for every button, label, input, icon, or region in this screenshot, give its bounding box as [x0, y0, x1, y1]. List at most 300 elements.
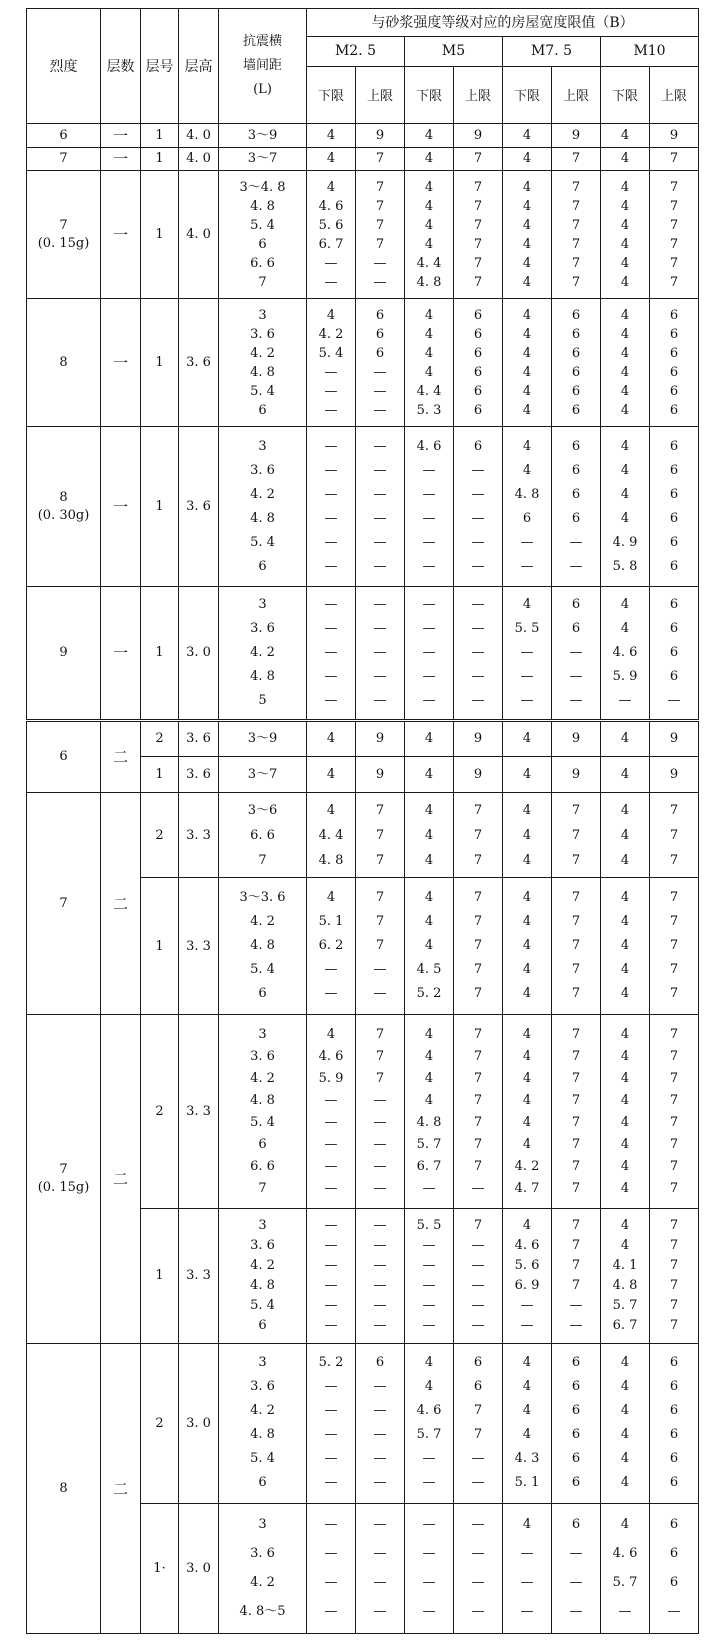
width-m5-upper-cell-line: 6 — [473, 1379, 483, 1395]
width-m5-upper-cell-line: 7 — [473, 255, 483, 271]
width-m7-5-upper-cell-line: — — [569, 668, 583, 684]
width-m2-5-lower-cell-line: — — [324, 692, 338, 708]
width-m5-upper-cell-line: 6 — [473, 383, 483, 399]
width-m2-5-upper-cell — [356, 1343, 405, 1503]
width-m7-5-upper-cell — [552, 756, 601, 792]
width-m5-lower-cell-line: — — [422, 510, 436, 526]
table-row — [27, 720, 699, 756]
width-m10-upper-cell — [650, 720, 699, 756]
width-m5-lower-cell-line: 4 — [424, 731, 434, 747]
storeys-cell: 二 — [101, 793, 141, 1015]
width-m7-5-lower-cell-line: 4 — [522, 307, 532, 323]
width-m7-5-upper-cell-line: 6 — [571, 486, 581, 502]
width-m7-5-upper-cell — [552, 1343, 601, 1503]
wall-spacing-cell-line: 4. 8 — [250, 364, 275, 380]
width-m10-lower-cell — [601, 720, 650, 756]
width-m2-5-lower-cell — [307, 427, 356, 587]
width-m5-lower-cell — [405, 171, 454, 299]
width-m10-lower-cell — [601, 299, 650, 427]
width-m10-upper-cell-line: 7 — [669, 1092, 679, 1108]
wall-spacing-cell-line: 3～7 — [247, 767, 278, 782]
width-m10-upper-cell-line: 6 — [669, 558, 679, 574]
width-m2-5-upper-cell-line: — — [373, 1427, 387, 1443]
width-m5-lower-cell-line: 4 — [424, 1070, 434, 1086]
width-m2-5-lower-cell-line: — — [324, 1114, 338, 1130]
wall-spacing-cell-line: 4. 2 — [250, 345, 275, 361]
width-m10-upper-cell-line: 9 — [669, 127, 679, 143]
width-m10-lower-cell-line: 6. 7 — [612, 1317, 638, 1333]
width-m7-5-upper-cell-line: — — [569, 644, 583, 660]
width-m10-upper-cell-line: 6 — [669, 364, 679, 380]
width-m7-5-upper-cell — [552, 124, 601, 147]
width-m5-upper-cell — [454, 1343, 503, 1503]
width-m7-5-upper-cell — [552, 299, 601, 427]
width-m7-5-lower-cell-line: 4 — [522, 1379, 532, 1395]
width-m10-upper-cell-line: 6 — [669, 668, 679, 684]
floor-height-cell: 4. 0 — [179, 171, 219, 299]
header-grade-m5: M5 — [405, 36, 503, 66]
wall-spacing-cell-line: 5. 4 — [250, 962, 275, 978]
width-m10-lower-cell-line: 4 — [620, 1403, 630, 1419]
width-m5-upper-cell — [454, 1209, 503, 1343]
width-m10-upper-cell — [650, 299, 699, 427]
width-m2-5-upper-cell-line: 7 — [375, 236, 385, 252]
width-m5-upper-cell-line: — — [471, 462, 485, 478]
width-m5-lower-cell-line: — — [422, 1546, 436, 1562]
width-m10-upper-cell — [650, 171, 699, 299]
width-m5-lower-cell-line: 4. 4 — [416, 383, 442, 399]
width-m7-5-lower-cell-line: — — [520, 534, 534, 550]
width-m2-5-lower-cell-line: — — [324, 1546, 338, 1562]
width-m10-upper-cell-line: 7 — [669, 890, 679, 906]
width-m5-upper-cell — [454, 147, 503, 170]
width-m7-5-lower-cell-line: 4. 7 — [514, 1180, 540, 1196]
wall-spacing-cell-line: 3～6 — [247, 802, 278, 818]
width-m2-5-lower-cell-line: 4. 8 — [318, 852, 344, 868]
width-m10-upper-cell-line: 6 — [669, 1379, 679, 1395]
wall-spacing-cell-line: 4. 8 — [250, 198, 275, 214]
width-m10-lower-cell-line: 4 — [620, 1355, 630, 1371]
width-m5-upper-cell-line: 7 — [473, 962, 483, 978]
width-m5-lower-cell-line: 4 — [424, 236, 434, 252]
width-m7-5-upper-cell-line: 9 — [571, 767, 581, 782]
width-m2-5-lower-cell-line: 4 — [326, 1026, 336, 1042]
width-m10-lower-cell-line: 4 — [620, 438, 630, 454]
width-m5-lower-cell-line: 4. 4 — [416, 255, 442, 271]
width-m10-lower-cell-line: 4 — [620, 1026, 630, 1042]
width-m2-5-upper-cell-line: 7 — [375, 914, 385, 930]
width-m5-lower-cell-line: 4 — [424, 151, 434, 167]
wall-spacing-cell-line: 6. 6 — [250, 1158, 275, 1174]
wall-spacing-cell-line: 6 — [258, 236, 267, 252]
wall-spacing-cell-line: 3 — [258, 1355, 267, 1371]
width-m2-5-lower-cell-line: — — [324, 1575, 338, 1591]
width-m5-upper-cell-line: 7 — [473, 1427, 483, 1443]
width-m2-5-upper-cell-line: 6 — [375, 1355, 385, 1371]
width-m2-5-lower-cell-line: 5. 9 — [318, 1070, 344, 1086]
width-m7-5-lower-cell — [503, 124, 552, 147]
width-m10-upper-cell-line: 7 — [669, 938, 679, 954]
width-m2-5-upper-cell-line: 7 — [375, 938, 385, 954]
width-m5-upper-cell — [454, 587, 503, 720]
width-m5-lower-cell-line: 4 — [424, 914, 434, 930]
width-m2-5-lower-cell-line: — — [324, 668, 338, 684]
width-m7-5-upper-cell-line: 7 — [571, 1277, 581, 1293]
width-m2-5-upper-cell-line: — — [373, 1317, 387, 1333]
width-m2-5-upper-cell-line: — — [373, 274, 387, 290]
width-m10-lower-cell-line: 4 — [620, 402, 630, 418]
width-m10-upper-cell-line: 7 — [669, 1136, 679, 1152]
width-m2-5-lower-cell-line: 4. 2 — [318, 326, 344, 342]
wall-spacing-cell-line: 6 — [258, 1317, 267, 1333]
width-m7-5-lower-cell-line: 4 — [522, 217, 532, 233]
intensity-cell: 6 — [27, 720, 101, 793]
wall-spacing-cell — [219, 147, 307, 170]
width-m10-lower-cell — [601, 793, 650, 878]
wall-spacing-cell-line: 4. 2 — [250, 914, 275, 930]
width-m5-lower-cell-line: 5. 7 — [416, 1136, 442, 1152]
width-m2-5-upper-cell — [356, 147, 405, 170]
width-m10-lower-cell-line: 4 — [620, 962, 630, 978]
width-m7-5-lower-cell-line: 4 — [522, 914, 532, 930]
width-m7-5-lower-cell-line: 4 — [522, 274, 532, 290]
width-m2-5-upper-cell — [356, 124, 405, 147]
floor-no-cell: 2 — [141, 720, 179, 756]
width-m7-5-upper-cell-line: 7 — [571, 938, 581, 954]
width-m5-lower-cell — [405, 427, 454, 587]
intensity-cell: 7 — [27, 147, 101, 170]
width-m5-lower-cell-line: 4 — [424, 217, 434, 233]
width-m2-5-lower-cell-line: — — [324, 1136, 338, 1152]
width-m7-5-lower-cell-line: 4. 2 — [514, 1158, 540, 1174]
width-m2-5-upper-cell-line: — — [373, 1517, 387, 1533]
width-m7-5-upper-cell-line: 6 — [571, 1403, 581, 1419]
width-m7-5-upper-cell-line: 7 — [571, 1257, 581, 1273]
width-m5-upper-cell-line: — — [471, 558, 485, 574]
wall-spacing-cell — [219, 427, 307, 587]
floor-height-cell: 3. 3 — [179, 878, 219, 1015]
width-m10-lower-cell-line: 4 — [620, 1427, 630, 1443]
width-m2-5-upper-cell-line: — — [373, 644, 387, 660]
width-m7-5-upper-cell-line: 6 — [571, 307, 581, 323]
width-m7-5-lower-cell — [503, 756, 552, 792]
width-m10-upper-cell-line: 7 — [669, 151, 679, 167]
floor-no-cell: 1 — [141, 427, 179, 587]
width-m10-upper-cell-line: 6 — [669, 510, 679, 526]
width-m5-lower-cell-line: 4 — [424, 307, 434, 323]
width-m2-5-upper-cell-line: — — [373, 1237, 387, 1253]
width-m5-lower-cell — [405, 793, 454, 878]
width-m10-lower-cell — [601, 1343, 650, 1503]
width-m10-upper-cell-line: 6 — [669, 534, 679, 550]
wall-spacing-cell-line: 3 — [258, 438, 267, 454]
width-m10-upper-cell-line: 7 — [669, 1070, 679, 1086]
width-m5-lower-cell-line: — — [422, 1451, 436, 1467]
width-m10-lower-cell-line: 4 — [620, 383, 630, 399]
width-m5-upper-cell-line: 7 — [473, 217, 483, 233]
width-m5-lower-cell-line: — — [422, 1277, 436, 1293]
width-m7-5-upper-cell — [552, 1503, 601, 1633]
width-m2-5-upper-cell-line: 7 — [375, 198, 385, 214]
width-m5-lower-cell-line: 5. 2 — [416, 986, 442, 1002]
floor-no-cell: 1 — [141, 1209, 179, 1343]
width-m5-upper-cell-line: 7 — [473, 1136, 483, 1152]
width-m10-upper-cell — [650, 427, 699, 587]
width-m2-5-upper-cell-line: 9 — [375, 767, 385, 782]
width-m2-5-lower-cell-line: 6. 7 — [318, 236, 344, 252]
width-m5-upper-cell-line: 9 — [473, 731, 483, 747]
width-m10-lower-cell — [601, 1503, 650, 1633]
width-m10-upper-cell — [650, 587, 699, 720]
wall-spacing-cell-line: 5. 4 — [250, 383, 275, 399]
width-m5-lower-cell-line: 4 — [424, 326, 434, 342]
width-m5-lower-cell-line: — — [422, 1237, 436, 1253]
width-m5-upper-cell-line: 6 — [473, 402, 483, 418]
width-m2-5-upper-cell — [356, 878, 405, 1015]
wall-spacing-cell-line: 6 — [258, 986, 267, 1002]
width-m10-lower-cell-line: 4 — [620, 1517, 630, 1533]
wall-spacing-cell-line: 3～9 — [247, 731, 278, 747]
width-m7-5-upper-cell-line: 7 — [571, 914, 581, 930]
width-m5-upper-cell-line: 7 — [473, 274, 483, 290]
width-m10-upper-cell-line: 7 — [669, 1048, 679, 1064]
width-m7-5-lower-cell-line: 4 — [522, 1403, 532, 1419]
width-m7-5-upper-cell-line: 7 — [571, 179, 581, 195]
width-m5-upper-cell-line: 6 — [473, 1355, 483, 1371]
width-m10-lower-cell-line: 5. 7 — [612, 1297, 638, 1313]
floor-no-cell: 2 — [141, 793, 179, 878]
width-m5-lower-cell-line: — — [422, 1317, 436, 1333]
width-m7-5-upper-cell-line: 7 — [571, 852, 581, 868]
width-m10-lower-cell-line: 4 — [620, 510, 630, 526]
width-m10-lower-cell-line: 5. 7 — [612, 1575, 638, 1591]
width-m5-upper-cell — [454, 720, 503, 756]
wall-spacing-cell — [219, 299, 307, 427]
table-row — [27, 1015, 699, 1209]
storeys-cell: 一 — [101, 171, 141, 299]
intensity-cell: 8 — [27, 1343, 101, 1633]
width-m7-5-upper-cell — [552, 1209, 601, 1343]
width-m5-lower-cell-line: 5. 7 — [416, 1427, 442, 1443]
width-m7-5-upper-cell-line: 6 — [571, 462, 581, 478]
floor-no-cell: 2 — [141, 1015, 179, 1209]
width-m2-5-upper-cell-line: 7 — [375, 890, 385, 906]
width-m2-5-upper-cell — [356, 1209, 405, 1343]
width-m2-5-lower-cell-line: — — [324, 1158, 338, 1174]
width-m5-lower-cell — [405, 1343, 454, 1503]
width-m2-5-lower-cell-line: — — [324, 1517, 338, 1533]
width-m10-lower-cell-line: 4 — [620, 236, 630, 252]
width-m2-5-upper-cell-line: — — [373, 620, 387, 636]
width-m7-5-upper-cell-line: — — [569, 534, 583, 550]
width-m2-5-lower-cell — [307, 756, 356, 792]
width-m10-lower-cell-line: 4 — [620, 1217, 630, 1233]
floor-no-cell: 1 — [141, 171, 179, 299]
width-m7-5-upper-cell-line: 6 — [571, 620, 581, 636]
floor-height-cell: 3. 0 — [179, 1343, 219, 1503]
floor-height-cell: 3. 6 — [179, 427, 219, 587]
header-upper: 上限 — [454, 66, 503, 124]
width-m7-5-upper-cell — [552, 171, 601, 299]
width-m5-upper-cell-line: — — [471, 596, 485, 612]
width-m7-5-lower-cell-line: 4 — [522, 255, 532, 271]
width-m10-lower-cell-line: 4 — [620, 986, 630, 1002]
width-m5-upper-cell-line: 7 — [473, 827, 483, 843]
width-m7-5-upper-cell-line: 7 — [571, 217, 581, 233]
width-m2-5-lower-cell-line: — — [324, 962, 338, 978]
width-m5-upper-cell-line: 7 — [473, 890, 483, 906]
width-m5-upper-cell-line: 7 — [473, 852, 483, 868]
width-m7-5-lower-cell-line: 4 — [522, 1048, 532, 1064]
width-m2-5-upper-cell-line: — — [373, 962, 387, 978]
width-m5-upper-cell-line: — — [471, 1451, 485, 1467]
width-m10-upper-cell-line: 7 — [669, 986, 679, 1002]
width-m5-upper-cell-line: — — [471, 1257, 485, 1273]
width-m10-lower-cell-line: 5. 9 — [612, 668, 638, 684]
wall-spacing-cell — [219, 1209, 307, 1343]
width-m5-lower-cell-line: — — [422, 486, 436, 502]
width-m10-lower-cell-line: 5. 8 — [612, 558, 638, 574]
width-m7-5-lower-cell-line: 4 — [522, 438, 532, 454]
width-m7-5-lower-cell-line: 4 — [522, 364, 532, 380]
width-m7-5-upper-cell-line: 6 — [571, 1427, 581, 1443]
width-m2-5-upper-cell-line: 6 — [375, 326, 385, 342]
width-m10-lower-cell-line: 4. 1 — [612, 1257, 638, 1273]
width-m5-lower-cell-line: 4. 5 — [416, 962, 442, 978]
width-m2-5-lower-cell-line: — — [324, 558, 338, 574]
width-m7-5-upper-cell-line: 6 — [571, 1517, 581, 1533]
floor-height-cell: 3. 6 — [179, 756, 219, 792]
floor-height-cell: 3. 0 — [179, 587, 219, 720]
width-m2-5-lower-cell-line: 5. 4 — [318, 345, 344, 361]
width-m5-upper-cell — [454, 793, 503, 878]
width-m10-lower-cell — [601, 587, 650, 720]
header-wall-spacing-line-1: 抗震横 — [242, 34, 282, 50]
width-m2-5-lower-cell-line: — — [324, 1604, 338, 1620]
width-m10-lower-cell-line: 4 — [620, 914, 630, 930]
width-m10-lower-cell-line: 4 — [620, 620, 630, 636]
width-m10-lower-cell-line: 4 — [620, 217, 630, 233]
width-m2-5-upper-cell-line: 7 — [375, 802, 385, 818]
intensity-line: 7 — [59, 217, 68, 233]
width-m2-5-upper-cell-line: — — [373, 1092, 387, 1108]
width-m7-5-lower-cell-line: 4 — [522, 1355, 532, 1371]
width-m2-5-upper-cell-line: — — [373, 402, 387, 418]
floor-height-cell: 3. 6 — [179, 720, 219, 756]
width-m5-upper-cell-line: 9 — [473, 767, 483, 782]
width-m7-5-lower-cell-line: 5. 5 — [514, 620, 540, 636]
width-m5-lower-cell — [405, 124, 454, 147]
width-m10-lower-cell-line: 4 — [620, 802, 630, 818]
width-m7-5-upper-cell-line: 6 — [571, 1355, 581, 1371]
width-m2-5-upper-cell-line: — — [373, 1451, 387, 1467]
wall-spacing-cell-line: 6 — [258, 402, 267, 418]
width-m10-upper-cell-line: — — [667, 692, 681, 708]
width-m5-lower-cell-line: — — [422, 558, 436, 574]
wall-spacing-cell-line: 6. 6 — [250, 827, 275, 843]
wall-spacing-cell-line: 6 — [258, 1475, 267, 1491]
width-m2-5-lower-cell — [307, 124, 356, 147]
width-m10-upper-cell-line: 6 — [669, 1427, 679, 1443]
width-m7-5-lower-cell-line: — — [520, 1575, 534, 1591]
floor-no-cell: 1 — [141, 147, 179, 170]
width-m7-5-lower-cell-line: 4 — [522, 198, 532, 214]
width-m2-5-upper-cell-line: — — [373, 668, 387, 684]
width-m5-lower-cell-line: 5. 5 — [416, 1217, 442, 1233]
width-m7-5-lower-cell-line: 4 — [522, 596, 532, 612]
width-m5-upper-cell-line: — — [471, 486, 485, 502]
width-m2-5-upper-cell-line: 6 — [375, 307, 385, 323]
width-m5-upper-cell — [454, 171, 503, 299]
width-m2-5-upper-cell — [356, 427, 405, 587]
width-m7-5-upper-cell-line: 6 — [571, 326, 581, 342]
width-m2-5-lower-cell — [307, 299, 356, 427]
width-m10-upper-cell-line: 6 — [669, 345, 679, 361]
header-wall-spacing — [219, 9, 307, 124]
storeys-cell: 二 — [101, 1343, 141, 1633]
width-m10-lower-cell — [601, 1209, 650, 1343]
width-m5-lower-cell-line: — — [422, 644, 436, 660]
width-m2-5-lower-cell — [307, 1503, 356, 1633]
wall-spacing-cell-line: 5. 4 — [250, 534, 275, 550]
width-m2-5-lower-cell-line: — — [324, 1277, 338, 1293]
wall-spacing-cell-line: 3. 6 — [250, 1237, 275, 1253]
width-m5-lower-cell-line: 4 — [424, 1048, 434, 1064]
width-m10-upper-cell-line: 6 — [669, 1451, 679, 1467]
width-m2-5-upper-cell-line: 7 — [375, 217, 385, 233]
width-m5-upper-cell-line: — — [471, 644, 485, 660]
width-m7-5-lower-cell-line: 4 — [522, 1070, 532, 1086]
width-m5-upper-cell — [454, 427, 503, 587]
width-m10-lower-cell-line: 4 — [620, 767, 630, 782]
width-m7-5-lower-cell-line: 4. 3 — [514, 1451, 540, 1467]
width-m7-5-lower-cell-line: — — [520, 558, 534, 574]
width-m10-upper-cell-line: 6 — [669, 326, 679, 342]
width-m5-upper-cell — [454, 878, 503, 1015]
width-m7-5-lower-cell-line: 4 — [522, 179, 532, 195]
header-wall-spacing-line-3: (L) — [253, 82, 272, 98]
wall-spacing-cell-line: 4. 2 — [250, 1403, 275, 1419]
width-m7-5-lower-cell-line: 4 — [522, 852, 532, 868]
table-row — [27, 1343, 699, 1503]
width-m5-lower-cell-line: 5. 3 — [416, 402, 442, 418]
header-upper: 上限 — [356, 66, 405, 124]
width-m5-lower-cell-line: — — [422, 1517, 436, 1533]
width-m2-5-lower-cell — [307, 587, 356, 720]
width-m2-5-lower-cell-line: 4 — [326, 179, 336, 195]
header-upper: 上限 — [552, 66, 601, 124]
width-m10-upper-cell-line: 6 — [669, 596, 679, 612]
width-m5-upper-cell-line: — — [471, 1237, 485, 1253]
width-m10-upper-cell — [650, 1503, 699, 1633]
width-m5-upper-cell-line: 7 — [473, 198, 483, 214]
width-m5-upper-cell-line: 7 — [473, 1114, 483, 1130]
table-row — [27, 299, 699, 427]
width-m7-5-lower-cell — [503, 1015, 552, 1209]
width-m5-upper-cell-line: — — [471, 692, 485, 708]
width-m7-5-lower-cell-line: 4 — [522, 1136, 532, 1152]
width-m10-lower-cell-line: 4 — [620, 1158, 630, 1174]
floor-no-cell: 1 — [141, 124, 179, 147]
width-m10-upper-cell — [650, 1209, 699, 1343]
width-m5-upper-cell-line: — — [471, 1517, 485, 1533]
width-m2-5-lower-cell — [307, 171, 356, 299]
width-m5-lower-cell — [405, 1015, 454, 1209]
header-row-1 — [27, 9, 699, 37]
width-m2-5-upper-cell-line: 7 — [375, 827, 385, 843]
table-row — [27, 427, 699, 587]
width-m7-5-lower-cell-line: 4 — [522, 767, 532, 782]
